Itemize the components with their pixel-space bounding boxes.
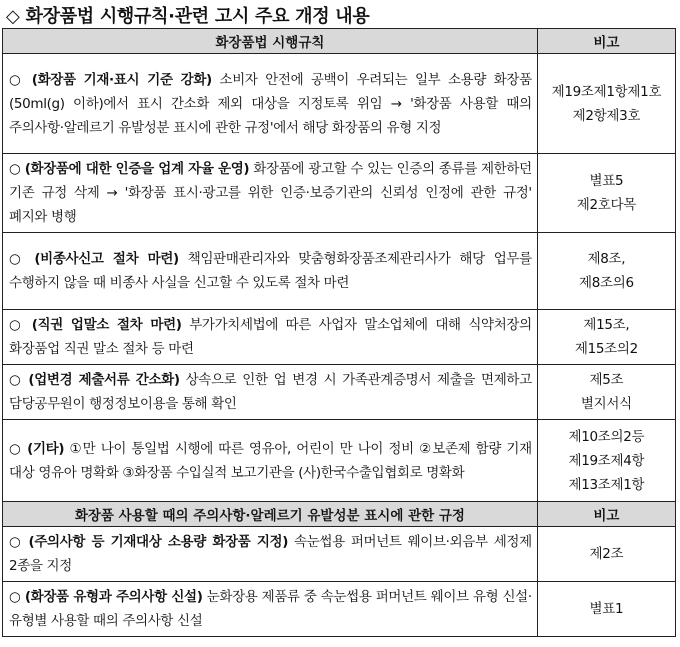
row-text: 상속으로 인한 업 변경 시 가족관계증명서 제출을 면제하고 담당공무원이 행정정보이용을 통해 확인 — [9, 372, 532, 412]
row-ref: 제19조제1항제1호 제2항제3호 — [537, 54, 675, 154]
row-heading: (업변경 제출서류 간소화) — [28, 372, 180, 388]
row-content — [3, 310, 538, 365]
row-content — [3, 365, 538, 420]
row-content — [3, 582, 538, 637]
row-heading: (주의사항 등 기재대상 소용량 화장품 지정) — [28, 534, 289, 550]
row-content — [3, 527, 538, 582]
section1-header-row — [3, 29, 676, 54]
table-row — [3, 365, 676, 420]
row-ref: 별표1 — [537, 582, 675, 637]
row-heading: (화장품에 대한 인증을 업계 자율 운영) — [24, 161, 250, 177]
section1-header: 화장품법 시행규칙 — [3, 29, 538, 54]
row-content — [3, 154, 538, 233]
row-text: 화장품에 광고할 수 있는 인증의 종류를 제한하던 기존 규정 삭제 → '화장품 표시·광고를 위한 인증·보증기관의 신뢰성 인정에 관한 규정' 폐지와 병행 — [9, 161, 532, 225]
row-text: 책임판매관리자와 맞춤형화장품조제관리사가 해당 업무를 수행하지 않을 때 비종사 사실을 신고할 수 있도록 절차 마련 — [9, 251, 532, 291]
section2-ref-header: 비고 — [537, 502, 675, 527]
section1-ref-header: 비고 — [537, 29, 675, 54]
amendment-table — [2, 28, 676, 637]
row-heading: (직권 업말소 절차 마련) — [31, 317, 182, 333]
table-row — [3, 310, 676, 365]
row-ref: 제5조 별지서식 — [537, 365, 675, 420]
table-row — [3, 154, 676, 233]
page-title: ◇ 화장품법 시행규칙·관련 고시 주요 개정 내용 — [6, 6, 370, 27]
row-text: 눈화장용 제품류 중 속눈썹용 퍼머넌트 웨이브 유형 신설·유형별 사용할 때의 주의사항 신설 — [9, 589, 532, 629]
row-ref: 별표5 제2호다목 — [537, 154, 675, 233]
bullet: ○ — [9, 589, 21, 605]
table-row — [3, 54, 676, 154]
row-heading: (화장품 기재·표시 기준 강화) — [31, 71, 212, 88]
row-ref: 제8조, 제8조의6 — [537, 233, 675, 310]
row-text: 부가가치세법에 따른 사업자 말소업체에 대해 식약처장의 화장품업 직권 말소 절차 등 마련 — [9, 317, 532, 357]
bullet: ○ — [9, 372, 23, 388]
row-text: 속눈썹용 퍼머넌트 웨이브·외음부 세정제 2종을 지정 — [9, 534, 532, 574]
bullet: ○ — [9, 317, 25, 333]
bullet: ○ — [9, 440, 22, 457]
table-row — [3, 582, 676, 637]
row-content — [3, 420, 538, 502]
row-content — [3, 233, 538, 310]
row-text: ①만 나이 통일법 시행에 따른 영유아, 어린이 만 나이 정비 ②보존제 함량 기재 대상 영유아 명확화 ③화장품 수입실적 보고기관을 (사)한국수출입협회로 명확화 — [9, 440, 532, 481]
row-ref: 제2조 — [537, 527, 675, 582]
row-ref: 제10조의2등 제19조제4항 제13조제1항 — [537, 420, 675, 502]
bullet: ○ — [9, 71, 25, 88]
bullet: ○ — [9, 251, 26, 267]
row-content — [3, 54, 538, 154]
table-row — [3, 527, 676, 582]
row-text: 소비자 안전에 공백이 우려되는 일부 소용량 화장품(50ml(g) 이하)에서 표시 간소화 제외 대상을 지정토록 위임 → '화장품 사용할 때의 주의사항·알레르기 유발성분 표시에 관한 규정'에서 해당 화장품의 유형 지정 — [9, 71, 532, 136]
section2-header-row — [3, 502, 676, 527]
row-heading: (화장품 유형과 주의사항 신설) — [24, 589, 203, 605]
row-heading: (비종사신고 절차 마련) — [34, 251, 179, 267]
table-row — [3, 233, 676, 310]
bullet: ○ — [9, 534, 23, 550]
table-row — [3, 420, 676, 502]
row-heading: (기타) — [27, 440, 65, 457]
row-ref: 제15조, 제15조의2 — [537, 310, 675, 365]
bullet: ○ — [9, 161, 21, 177]
section2-header: 화장품 사용할 때의 주의사항·알레르기 유발성분 표시에 관한 규정 — [3, 502, 538, 527]
